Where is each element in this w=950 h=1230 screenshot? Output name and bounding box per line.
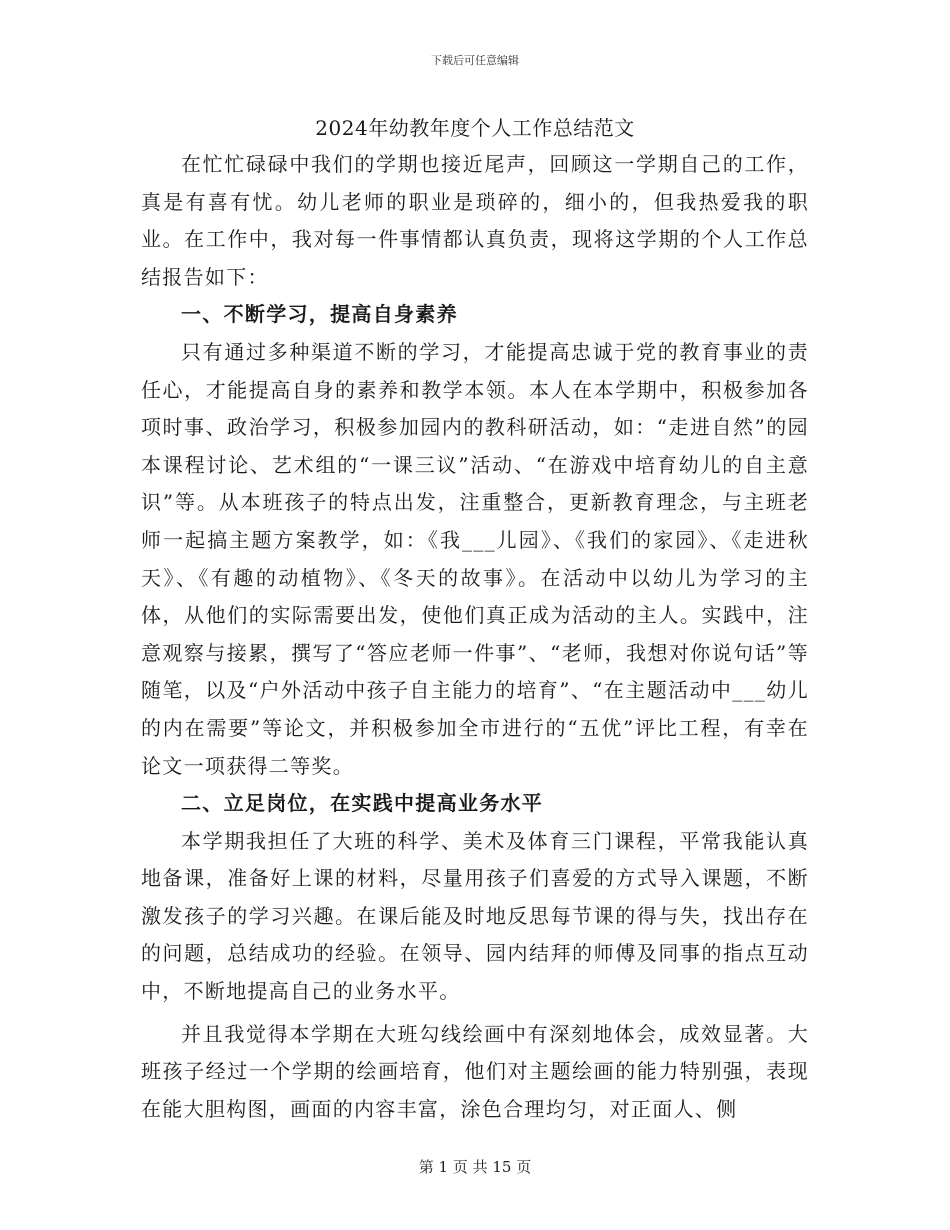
page-number-footer: 第 1 页 共 15 页 (418, 1158, 532, 1176)
section-2-paragraph-1: 本学期我担任了大班的科学、美术及体育三门课程，平常我能认真地备课，准备好上课的材料，尽量用孩子们喜爱的方式导入课题，不断激发孩子的学习兴趣。在课后能及时地反思每节课的得与失，找出存在的问题，总结成功的经验。在领导、园内结拜的师傅及同事的指点互动中，不断地提高自己的业务水平。 (141, 828, 809, 1004)
section-1-heading: 一、不断学习，提高自身素养 (181, 302, 458, 327)
document-content (141, 112, 809, 1128)
header-note: 下载后可任意编辑 (431, 54, 519, 67)
document-title: 2024年幼教年度个人工作总结范文 (315, 116, 635, 140)
intro-paragraph: 在忙忙碌碌中我们的学期也接近尾声，回顾这一学期自己的工作，真是有喜有忧。幼儿老师的职业是琐碎的，细小的，但我热爱我的职业。在工作中，我对每一件事情都认真负责，现将这学期的个人工作总结报告如下： (141, 152, 809, 289)
section-2-paragraph-2: 并且我觉得本学期在大班勾线绘画中有深刻地体会，成效显著。大班孩子经过一个学期的绘画培育，他们对主题绘画的能力特别强，表现在能大胆构图，画面的内容丰富，涂色合理均匀，对正面人、侧 (141, 1021, 809, 1121)
section-1-paragraph: 只有通过多种渠道不断的学习，才能提高忠诚于党的教育事业的责任心，才能提高自身的素养和教学本领。本人在本学期中，积极参加各项时事、政治学习，积极参加园内的教科研活动，如：“走进自然”的园本课程讨论、艺术组的“一课三议”活动、“在游戏中培育幼儿的自主意识”等。从本班孩子的特点出发，注重整合，更新教育理念，与主班老师一起搞主题方案教学，如：《我___儿园》、《我们的家园》、《走进秋天》、《有趣的动植物》、《冬天的故事》。在活动中以幼儿为学习的主体，从他们的实际需要出发，使他们真正成为活动的主人。实践中，注意观察与接累，撰写了“答应老师一件事”、“老师，我想对你说句话”等随笔，以及“户外活动中孩子自主能力的培育”、“在主题活动中___幼儿的内在需要”等论文，并积极参加全市进行的“五优”评比工程，有幸在论文一项获得二等奖。 (141, 339, 809, 778)
section-2-heading: 二、立足岗位，在实践中提高业务水平 (181, 791, 544, 816)
